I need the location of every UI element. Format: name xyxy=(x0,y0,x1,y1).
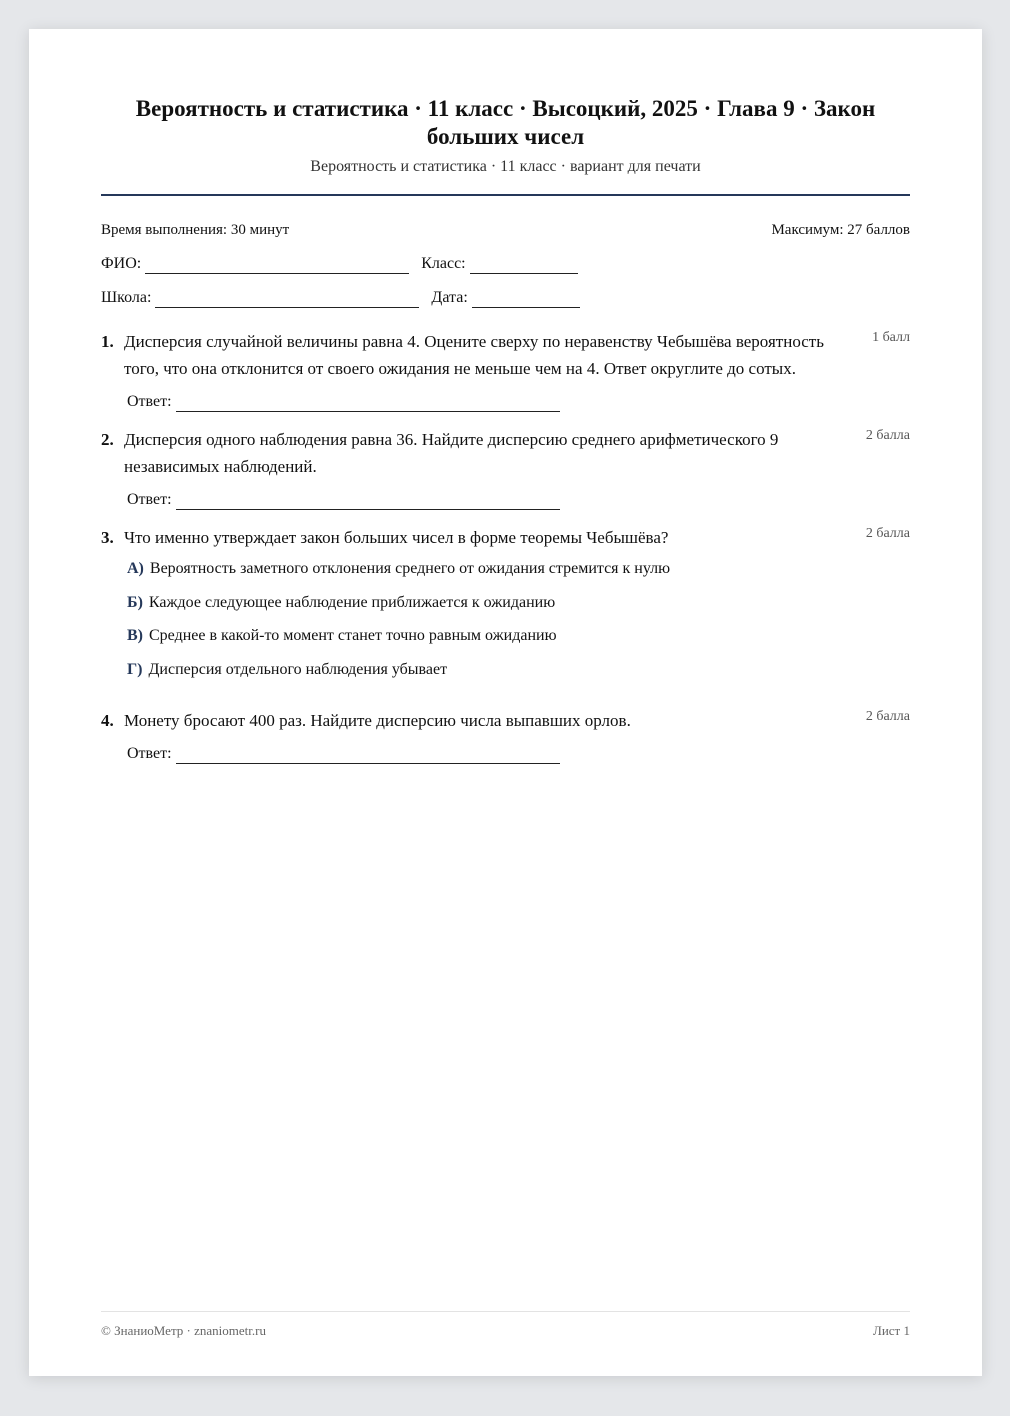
question-points: 2 балла xyxy=(865,428,910,443)
question-2 xyxy=(101,426,910,510)
question-number: 3. xyxy=(101,528,114,547)
class-field[interactable] xyxy=(470,257,578,274)
question-number: 2. xyxy=(101,430,114,449)
question-body xyxy=(124,426,860,510)
page-number: Лист 1 xyxy=(873,1323,910,1338)
question-text: Дисперсия одного наблюдения равна 36. Найдите дисперсию среднего арифметического 9 независимых наблюдений. xyxy=(124,430,779,476)
question-text: Монету бросают 400 раз. Найдите дисперсию числа выпавших орлов. xyxy=(124,711,631,730)
max-score: Максимум: 27 баллов xyxy=(771,222,910,238)
answer-field[interactable] xyxy=(176,395,560,412)
option-letter: А) xyxy=(127,560,144,577)
question-points: 2 балла xyxy=(865,526,910,541)
answer-label: Ответ: xyxy=(127,393,172,410)
question-3 xyxy=(101,524,910,693)
date-label: Дата: xyxy=(431,289,468,306)
question-body xyxy=(124,524,860,693)
question-list xyxy=(101,328,910,764)
question-body xyxy=(124,707,860,764)
option-text: Вероятность заметного отклонения среднего от ожидания стремится к нулю xyxy=(149,560,671,577)
question-number: 1. xyxy=(101,332,114,351)
answer-label: Ответ: xyxy=(127,745,172,762)
answer-options xyxy=(127,559,860,680)
worksheet-page xyxy=(29,29,982,1376)
question-4 xyxy=(101,707,910,764)
option-a[interactable] xyxy=(127,559,860,579)
title-divider xyxy=(101,194,910,196)
question-1 xyxy=(101,328,910,412)
student-fields-row-1 xyxy=(101,254,910,274)
date-field[interactable] xyxy=(472,291,580,308)
page-subtitle: Вероятность и статистика · 11 класс · вариант для печати xyxy=(310,158,701,175)
question-text: Дисперсия случайной величины равна 4. Оцените сверху по неравенству Чебышёва вероятность того, что она отклонится от своего ожидания не меньше чем на 4. Ответ округлите до сотых. xyxy=(124,332,824,378)
answer-row xyxy=(127,744,860,764)
page-title: Вероятность и статистика · 11 класс · Высоцкий, 2025 · Глава 9 · Закон больших чисел xyxy=(135,96,876,149)
option-letter: В) xyxy=(127,627,143,644)
question-text: Что именно утверждает закон больших чисел в форме теоремы Чебышёва? xyxy=(124,528,669,547)
answer-label: Ответ: xyxy=(127,491,172,508)
option-letter: Б) xyxy=(127,593,143,611)
fio-field[interactable] xyxy=(145,257,409,274)
option-text: Дисперсия отдельного наблюдения убывает xyxy=(148,660,448,678)
student-fields-row-2 xyxy=(101,288,910,308)
option-letter: Г) xyxy=(127,660,143,678)
option-c[interactable] xyxy=(127,626,860,646)
answer-field[interactable] xyxy=(176,493,560,510)
answer-row xyxy=(127,392,860,412)
option-text: Каждое следующее наблюдение приближается к ожиданию xyxy=(148,593,556,611)
worksheet-content xyxy=(101,95,910,778)
answer-row xyxy=(127,490,860,510)
question-points: 1 балл xyxy=(872,330,910,345)
option-text: Среднее в какой-то момент станет точно равным ожиданию xyxy=(149,627,557,644)
option-d[interactable] xyxy=(127,660,860,680)
page-footer xyxy=(101,1311,910,1339)
class-label: Класс: xyxy=(421,255,466,272)
meta-row xyxy=(101,220,910,240)
question-body xyxy=(124,328,860,412)
question-number: 4. xyxy=(101,711,114,730)
footer-copyright: © ЗнаниоМетр · znaniometr.ru xyxy=(101,1323,266,1338)
time-limit: Время выполнения: 30 минут xyxy=(101,222,290,238)
school-field[interactable] xyxy=(155,291,419,308)
question-points: 2 балла xyxy=(865,709,910,724)
option-b[interactable] xyxy=(127,593,860,613)
fio-label: ФИО: xyxy=(101,255,142,272)
answer-field[interactable] xyxy=(176,747,560,764)
school-label: Школа: xyxy=(101,289,152,306)
